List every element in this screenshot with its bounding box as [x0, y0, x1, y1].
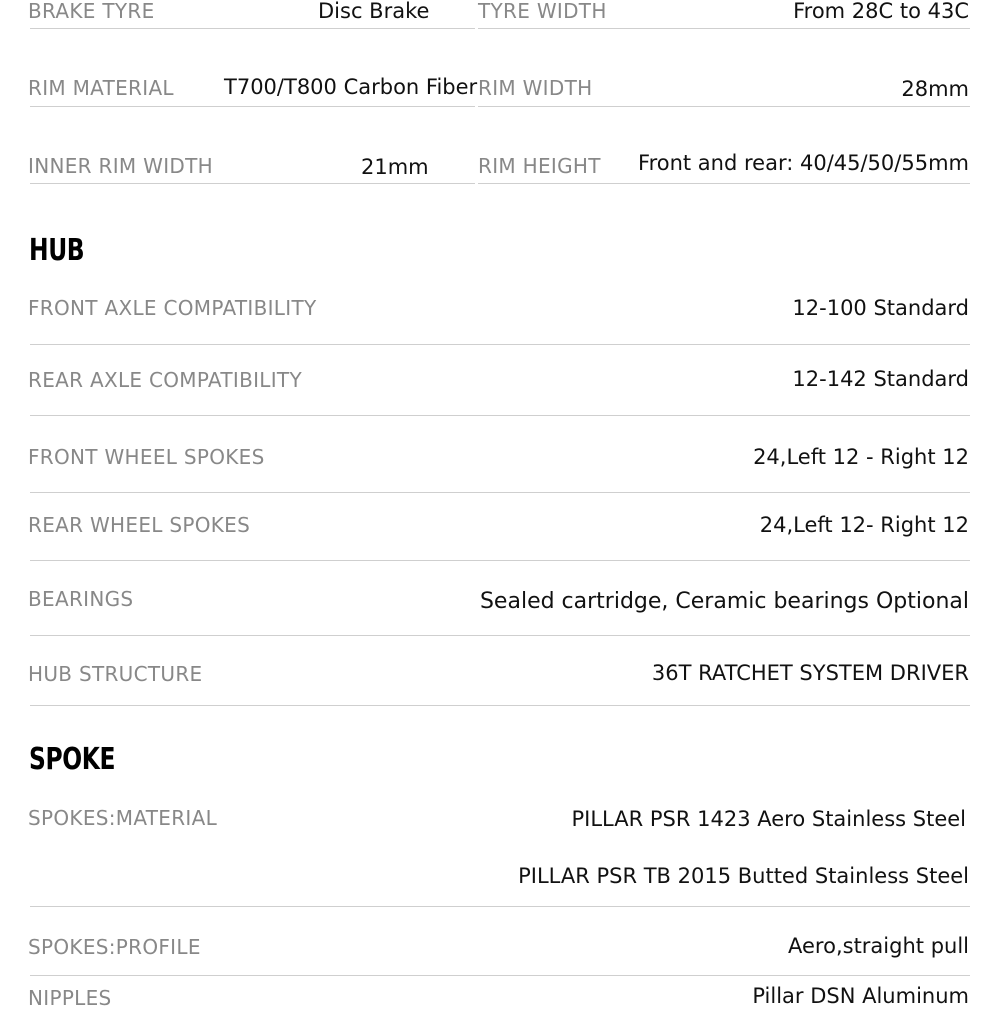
spoke-value-nipples: Pillar DSN Aluminum [752, 984, 969, 1008]
spec-label-tyre-width: TYRE WIDTH [478, 0, 607, 23]
divider [30, 906, 970, 907]
divider [478, 28, 970, 29]
hub-label-structure: HUB STRUCTURE [28, 662, 203, 686]
hub-label-rear-axle: REAR AXLE COMPATIBILITY [28, 368, 302, 392]
hub-value-front-axle: 12-100 Standard [792, 296, 969, 320]
divider [30, 28, 475, 29]
spec-label-brake-tyre: BRAKE TYRE [28, 0, 155, 23]
spoke-value-material-2: PILLAR PSR TB 2015 Butted Stainless Steel [518, 864, 969, 888]
spec-label-rim-width: RIM WIDTH [478, 76, 593, 100]
divider [30, 183, 475, 184]
hub-label-rear-spokes: REAR WHEEL SPOKES [28, 513, 251, 537]
hub-value-front-spokes: 24,Left 12 - Right 12 [753, 445, 969, 469]
divider [30, 106, 475, 107]
divider [30, 492, 970, 493]
hub-value-structure: 36T RATCHET SYSTEM DRIVER [651, 661, 969, 685]
hub-value-rear-axle: 12-142 Standard [792, 367, 969, 391]
divider [478, 106, 970, 107]
divider [30, 344, 970, 345]
hub-label-bearings: BEARINGS [28, 587, 134, 611]
spoke-value-profile: Aero,straight pull [788, 934, 969, 958]
spec-value-rim-height: Front and rear: 40/45/50/55mm [638, 151, 969, 175]
divider [30, 705, 970, 706]
section-heading-hub: HUB [29, 233, 85, 268]
divider [30, 415, 970, 416]
hub-value-bearings: Sealed cartridge, Ceramic bearings Optional [479, 589, 969, 614]
hub-label-front-spokes: FRONT WHEEL SPOKES [28, 445, 265, 469]
spec-value-rim-material: T700/T800 Carbon Fiber [224, 75, 478, 99]
spec-value-rim-width: 28mm [901, 77, 969, 101]
spoke-label-material: SPOKES:MATERIAL [28, 806, 218, 830]
hub-label-front-axle: FRONT AXLE COMPATIBILITY [28, 296, 317, 320]
spec-label-rim-material: RIM MATERIAL [28, 76, 174, 100]
spec-value-brake-tyre: Disc Brake [318, 0, 430, 23]
divider [30, 560, 970, 561]
section-heading-spoke: SPOKE [29, 742, 116, 777]
hub-value-rear-spokes: 24,Left 12- Right 12 [759, 513, 969, 537]
spoke-value-material-1: PILLAR PSR 1423 Aero Stainless Steel [571, 807, 966, 831]
spoke-label-nipples: NIPPLES [28, 986, 112, 1010]
divider [478, 183, 970, 184]
spec-value-inner-rim-width: 21mm [361, 155, 429, 179]
spec-value-tyre-width: From 28C to 43C [793, 0, 969, 23]
spec-label-rim-height: RIM HEIGHT [478, 154, 601, 178]
spec-label-inner-rim-width: INNER RIM WIDTH [28, 154, 213, 178]
divider [30, 635, 970, 636]
divider [30, 975, 970, 976]
spoke-label-profile: SPOKES:PROFILE [28, 935, 201, 959]
